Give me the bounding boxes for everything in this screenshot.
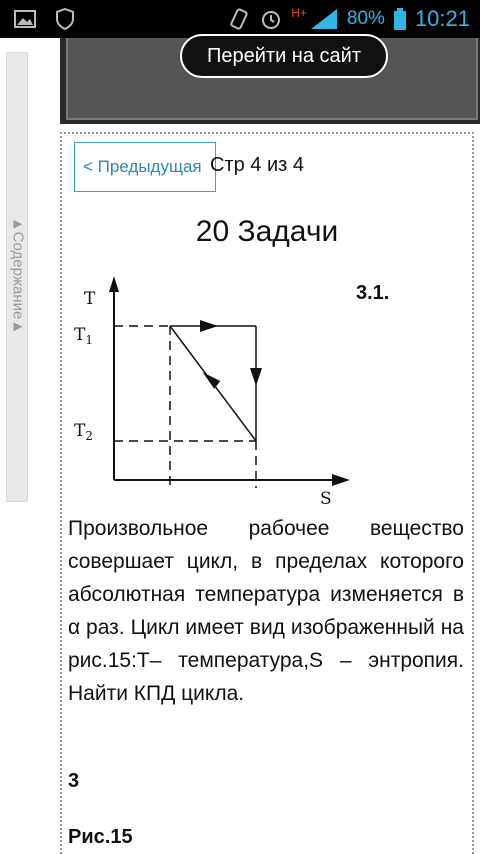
signal-icon [309, 7, 339, 31]
cycle-arrow-right [200, 320, 218, 332]
battery-percent: 80% [346, 8, 385, 29]
page-indicator: Стр 4 из 4 [210, 154, 304, 176]
alarm-icon [259, 7, 283, 31]
image-icon [14, 9, 36, 29]
x-axis-label: S [320, 489, 332, 508]
contents-side-tab-label: ▲Содержание▲ [9, 216, 27, 335]
network-type-label: H+ [291, 6, 307, 20]
shield-icon [56, 8, 74, 30]
y-axis-arrow [109, 276, 119, 292]
t1-label [74, 325, 93, 347]
previous-page-button[interactable]: < Предыдущая [74, 142, 216, 192]
ts-cycle-diagram [70, 268, 360, 508]
page-title: 20 Задачи [195, 215, 339, 248]
t2-label-main: T [74, 421, 86, 441]
status-bar [0, 0, 480, 38]
problem-number: 3.1. [356, 282, 390, 304]
status-bar-right [227, 4, 470, 34]
battery-icon [393, 7, 407, 31]
y-axis-label: T [84, 289, 96, 309]
x-axis-arrow [332, 474, 350, 486]
t1-label-sub: 1 [85, 333, 93, 347]
go-to-site-button[interactable]: Перейти на сайт [180, 34, 388, 78]
figure-caption: Рис.15 [68, 826, 133, 848]
contents-side-tab[interactable] [6, 52, 28, 502]
status-bar-left [14, 8, 74, 30]
answer-label: 3 [68, 770, 80, 792]
problem-statement: Произвольное рабочее вещество совершает цикл, в пределах которого абсолютная температура изменяется в α раз. Цикл имеет вид изображенный на рис.15:Т– температура,S – энтропия. Найти КПД цикла. [68, 517, 464, 705]
cycle-arrow-down [250, 368, 262, 386]
clock: 10:21 [414, 6, 470, 31]
t2-label-sub: 2 [85, 429, 93, 443]
vibrate-icon [227, 7, 251, 31]
t1-label-main: T [74, 325, 86, 345]
t2-label [74, 421, 93, 443]
